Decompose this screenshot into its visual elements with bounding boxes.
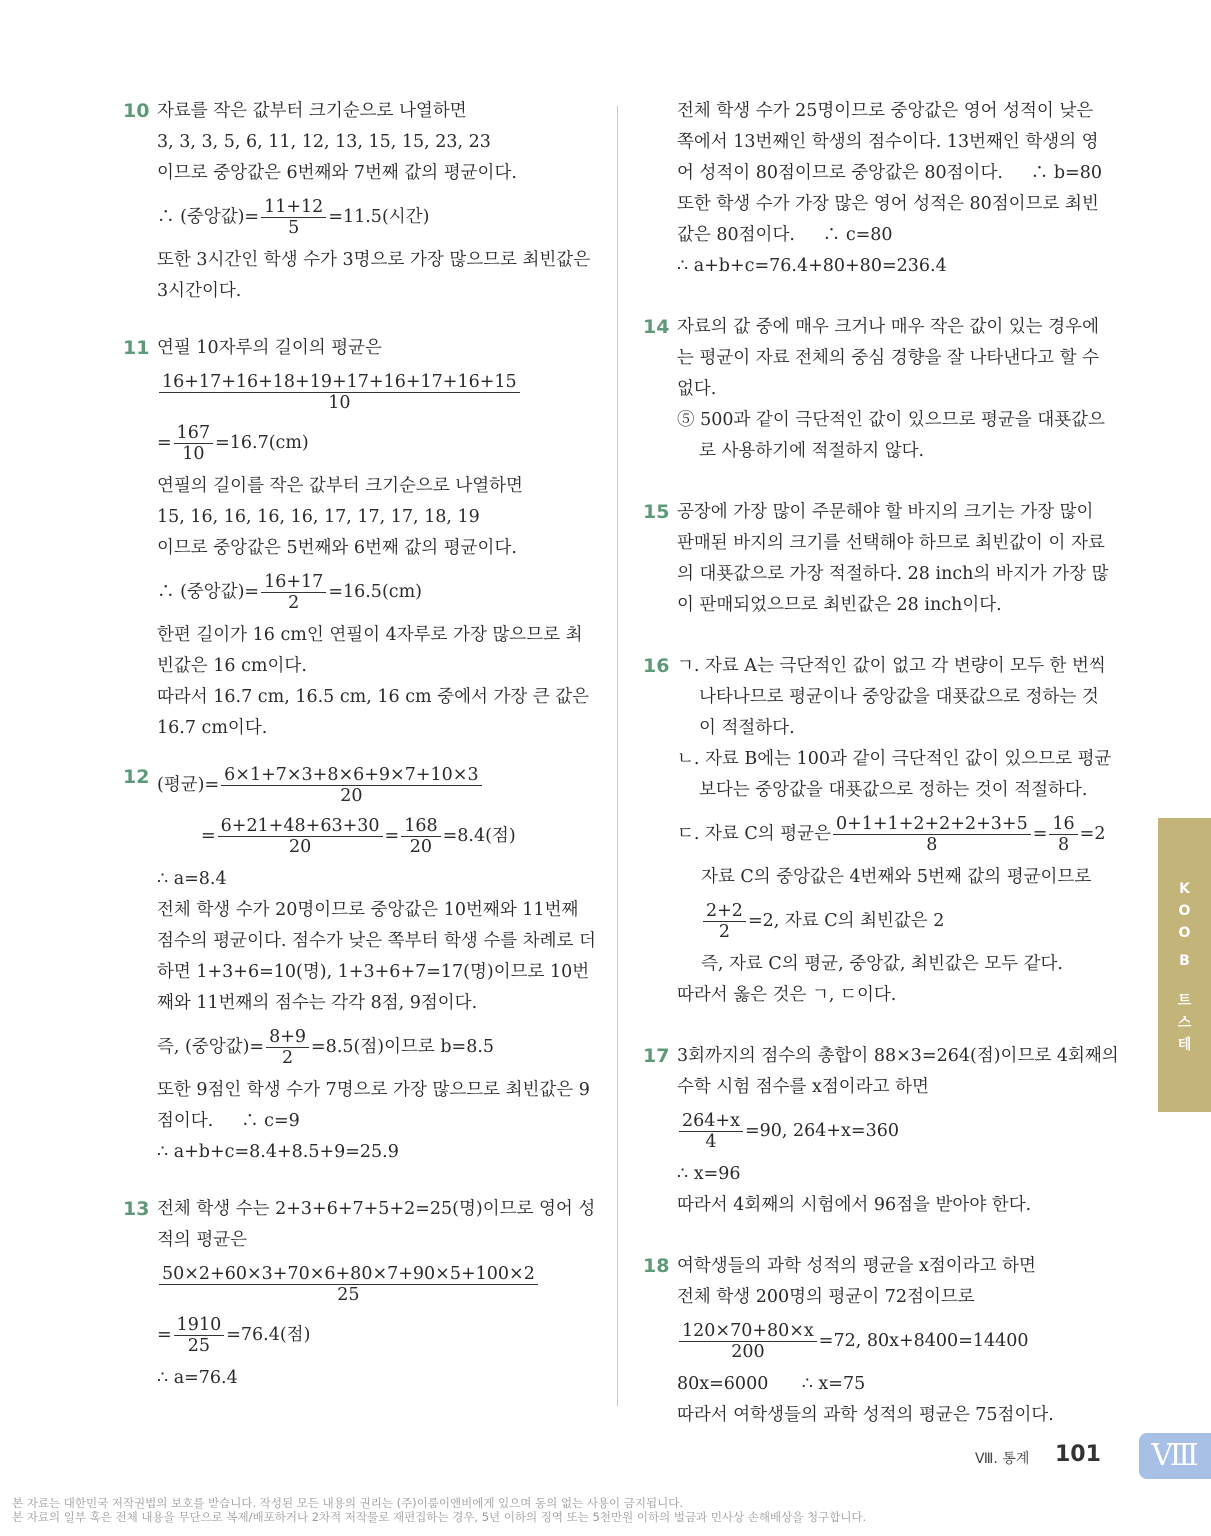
fraction: $\frac{8+9}{2}$	[266, 1027, 309, 1068]
problem-number: 11	[123, 337, 150, 359]
text-line: 자료의 값 중에 매우 크거나 매우 작은 값이 있는 경우에는 평균이 자료 전체의 중심 경향을 잘 나타낸다고 할 수 없다.	[677, 317, 1099, 399]
fraction: $\frac{16+17}{2}$	[261, 572, 326, 613]
problem-number: 14	[643, 316, 670, 338]
test-book-side-tab: 테 스 트 B O O K	[1158, 818, 1211, 1112]
text-line: 전체 학생 수가 25명이므로 중앙값은 영어 성적이 낮은 쪽에서 13번째인 학생의 점수이다. 13번째인 학생의 영어 성적이 80점이므로 중앙값은 80점이다. ∴ b=80	[677, 101, 1102, 183]
text-line: 즉, 자료 C의 평균, 중앙값, 최빈값은 모두 같다.	[701, 954, 1063, 974]
problem-number: 17	[643, 1045, 670, 1067]
text-line: 따라서 여학생들의 과학 성적의 평균은 75점이다.	[677, 1405, 1054, 1425]
problem-number: 16	[643, 655, 670, 677]
text-line: ⑤ 500과 같이 극단적인 값이 있으므로 평균을 대푯값으로 사용하기에 적절하지 않다.	[677, 410, 1105, 461]
equation: $\frac{2+2}{2}$ =2, 자료 C의 최빈값은 2	[677, 898, 1112, 944]
problem-13-continued	[640, 96, 1112, 282]
page-number: 101	[1055, 1442, 1101, 1467]
problem-number: 15	[643, 501, 670, 523]
text-line: 자료를 작은 값부터 크기순으로 나열하면	[157, 101, 467, 121]
fraction: $\frac{0+1+1+2+2+2+3+5}{8}$	[833, 814, 1031, 855]
text-line: ∴ a+b+c=76.4+80+80=236.4	[677, 256, 947, 276]
problem-13	[120, 1194, 598, 1394]
text-line: 여학생들의 과학 성적의 평균을 x점이라고 하면	[677, 1256, 1036, 1276]
text-line: 따라서 옳은 것은 ㄱ, ㄷ이다.	[677, 985, 897, 1005]
equation: ∴ (중앙값)= $\frac{16+17}{2}$ =16.5(cm)	[157, 571, 422, 613]
fraction: $\frac{167}{10}$	[174, 423, 213, 464]
text-line: ∴ x=96	[677, 1164, 741, 1184]
fraction: $\frac{50\times 2+60\times 3+70\times 6+80\times 7+90\times 5+100\times 2}{25}$	[159, 1264, 538, 1305]
problem-number: 13	[123, 1198, 150, 1220]
text-line: ㄴ. 자료 B에는 100과 같이 극단적인 값이 있으므로 평균보다는 중앙값을 대푯값으로 정하는 것이 적절하다.	[677, 749, 1112, 800]
equation: 즉, (중앙값)= $\frac{8+9}{2}$ =8.5(점)이므로 b=8.5	[157, 1026, 495, 1068]
fraction: $\frac{6\times 1+7\times 3+8\times 6+9\times 7+10\times 3}{20}$	[221, 765, 481, 806]
text-line: 3시간이다.	[157, 281, 242, 301]
equation: ∴ (중앙값)= $\frac{11+12}{5}$ =11.5(시간)	[157, 196, 430, 238]
text-line: 수학 시험 점수를 x점이라고 하면	[677, 1077, 929, 1097]
text-line: 이므로 중앙값은 5번째와 6번째 값의 평균이다.	[157, 538, 517, 558]
equation: $\frac{264+x}{4}$ =90, 264+x=360	[677, 1108, 1112, 1154]
fraction: $\frac{2+2}{2}$	[703, 901, 746, 942]
fraction: $\frac{6+21+48+63+30}{20}$	[218, 816, 383, 857]
text-line: 3, 3, 3, 5, 6, 11, 12, 13, 15, 15, 23, 23	[157, 132, 491, 152]
text-line: 공장에 가장 많이 주문해야 할 바지의 크기는 가장 많이 판매된 바지의 크기를 선택해야 하므로 최빈값이 이 자료의 대푯값으로 가장 적절하다. 28 inch의 바지가 가장 많이 판매되었으므로 최빈값은 28 inch이다.	[677, 502, 1109, 615]
text-line: 80x=6000 ∴ x=75	[677, 1374, 866, 1394]
equation: $\frac{120\times 70+80\times x}{200}$ =72, 80x+8400=14400	[677, 1318, 1112, 1364]
problem-18	[640, 1251, 1112, 1431]
text-line: 따라서 16.7 cm, 16.5 cm, 16 cm 중에서 가장 큰 값은	[157, 687, 590, 707]
equation: = $\frac{1910}{25}$ =76.4(점)	[157, 1314, 311, 1356]
copyright-notice: 본 자료는 대한민국 저작권법의 보호를 받습니다. 작성된 모든 내용의 권리는 (주)이룸이앤비에게 있으며 동의 없는 사용이 금지됩니다. 본 자료의 일부 혹은 전체 내용을 무단으로 복제/배포하거나 2차적 저작물로 재편집하는 경우, 5년 이하의 징역 또는 5천만원 이하의 벌금과 민사상 손해배상을 청구합니다.	[12, 1496, 867, 1524]
fraction: $\frac{120\times 70+80\times x}{200}$	[679, 1321, 817, 1362]
text-line: 연필의 길이를 작은 값부터 크기순으로 나열하면	[157, 476, 523, 496]
text-line: 15, 16, 16, 16, 16, 17, 17, 17, 18, 19	[157, 507, 480, 527]
fraction: $\frac{264+x}{4}$	[679, 1111, 743, 1152]
column-divider	[617, 106, 618, 1406]
problem-16	[640, 651, 1112, 1011]
text-line: 전체 학생 수가 20명이므로 중앙값은 10번째와 11번째 점수의 평균이다. 점수가 낮은 쪽부터 학생 수를 차례로 더하면 1+3+6=10(명), 1+3+6+7=17(명)이므로 10번째와 11번째의 점수는 각각 8점, 9점이다.	[157, 900, 596, 1013]
text-line: 또한 9점인 학생 수가 7명으로 가장 많으므로 최빈값은 9점이다. ∴ c=9	[157, 1080, 590, 1131]
problem-number: 12	[123, 766, 150, 788]
equation: = $\frac{167}{10}$ =16.7(cm)	[157, 422, 309, 464]
problem-17	[640, 1041, 1119, 1221]
equation	[157, 369, 598, 415]
text-line: ∴ a=76.4	[157, 1368, 238, 1388]
section-label: Ⅷ. 통계	[975, 1451, 1030, 1467]
problem-number: 10	[123, 100, 150, 122]
equation: ㄷ. 자료 C의 평균은 $\frac{0+1+1+2+2+2+3+5}{8}$ = $\frac{16}{8}$ =2	[677, 813, 1106, 855]
text-line: 이므로 중앙값은 6번째와 7번째 값의 평균이다.	[157, 163, 517, 183]
equation	[157, 1261, 598, 1307]
text-line: 전체 학생 200명의 평균이 72점이므로	[677, 1287, 975, 1307]
problem-12	[120, 762, 598, 1168]
problem-number: 18	[643, 1255, 670, 1277]
right-column	[640, 96, 1119, 1457]
text-line: ∴ a=8.4	[157, 869, 227, 889]
text-line: ㄱ. 자료 A는 극단적인 값이 없고 각 변량이 모두 한 번씩 나타나므로 평균이나 중앙값을 대푯값으로 정하는 것이 적절하다.	[677, 656, 1106, 738]
fraction: $\frac{11+12}{5}$	[261, 197, 326, 238]
fraction: $\frac{16+17+16+18+19+17+16+17+16+15}{10}$	[159, 372, 520, 413]
problem-11	[120, 333, 598, 744]
problem-14	[640, 312, 1112, 467]
text-line: 따라서 4회째의 시험에서 96점을 받아야 한다.	[677, 1195, 1032, 1215]
text-line: 또한 학생 수가 가장 많은 영어 성적은 80점이므로 최빈값은 80점이다. ∴ c=80	[677, 194, 1099, 245]
fraction: $\frac{1910}{25}$	[174, 1315, 225, 1356]
problem-15	[640, 497, 1112, 621]
chapter-tab: Ⅷ	[1139, 1433, 1211, 1479]
text-line: 한편 길이가 16 cm인 연필이 4자루로 가장 많으므로 최빈값은 16 cm이다.	[157, 625, 583, 676]
left-column	[120, 96, 598, 1420]
equation: (평균)= $\frac{6\times 1+7\times 3+8\times 6+9\times 7+10\times 3}{20}$	[157, 762, 598, 808]
problem-10	[120, 96, 598, 307]
fraction: $\frac{16}{8}$	[1049, 814, 1077, 855]
text-line: 자료 C의 중앙값은 4번째와 5번째 값의 평균이므로	[701, 867, 1092, 887]
text-line: 3회까지의 점수의 총합이 88×3=264(점)이므로 4회째의	[677, 1046, 1119, 1066]
equation: = $\frac{6+21+48+63+30}{20}$ = $\frac{168}{20}$ =8.4(점)	[201, 815, 516, 857]
text-line: 전체 학생 수는 2+3+6+7+5+2=25(명)이므로 영어 성적의 평균은	[157, 1199, 596, 1250]
text-line: 또한 3시간인 학생 수가 3명으로 가장 많으므로 최빈값은	[157, 250, 591, 270]
text-line: ∴ a+b+c=8.4+8.5+9=25.9	[157, 1142, 399, 1162]
fraction: $\frac{168}{20}$	[401, 816, 440, 857]
text-line: 연필 10자루의 길이의 평균은	[157, 338, 382, 358]
text-line: 16.7 cm이다.	[157, 718, 268, 738]
